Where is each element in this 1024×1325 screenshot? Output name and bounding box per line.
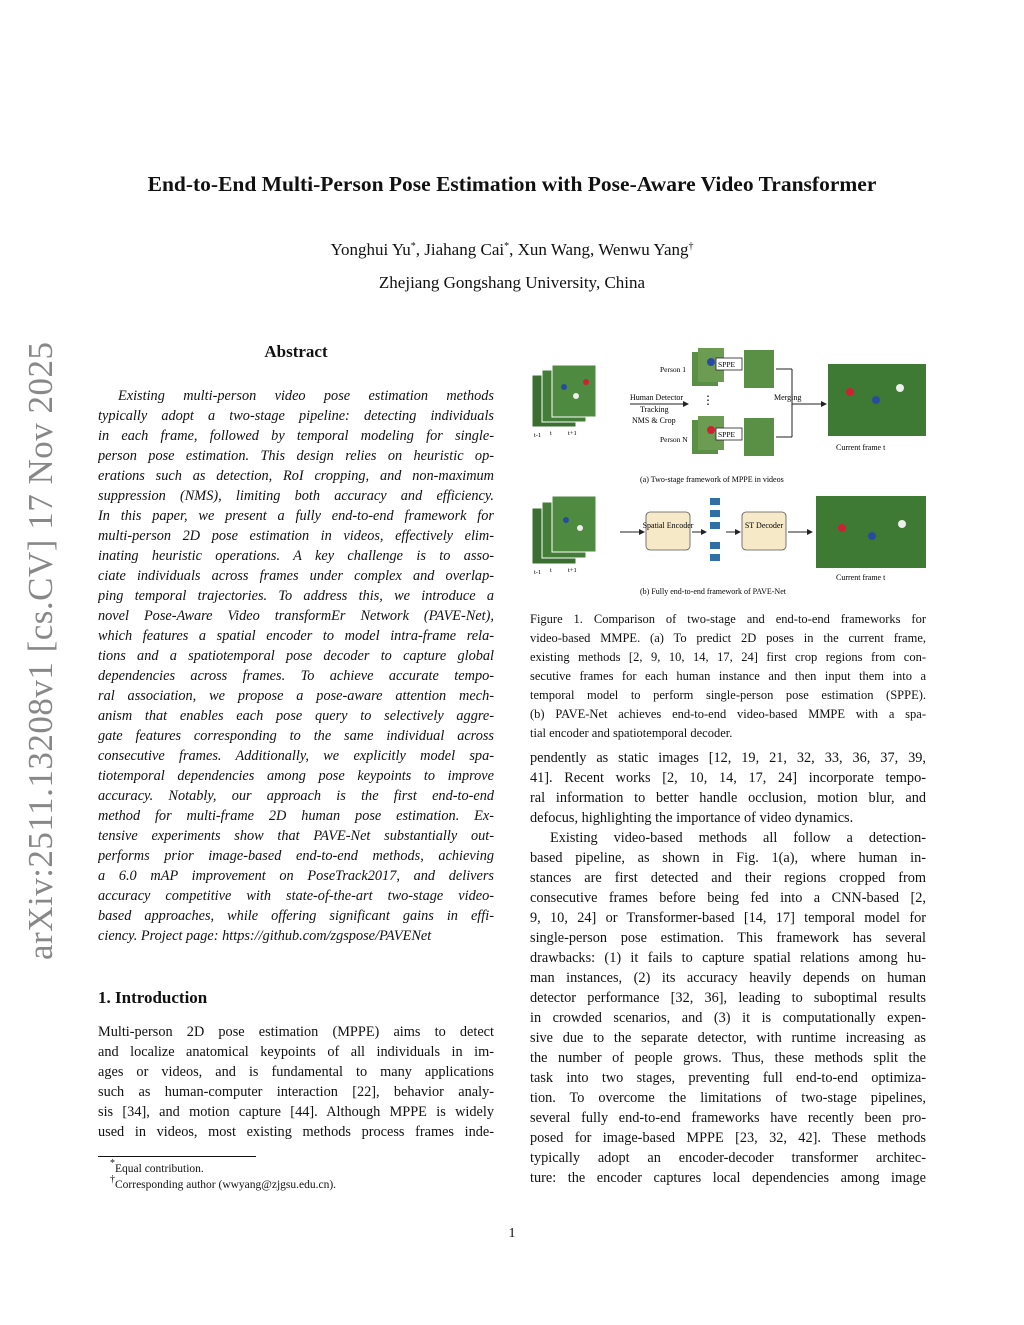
abstract-line: tions and a spatiotemporal pose decoder to capture global — [98, 648, 494, 664]
affiliation: Zhejiang Gongshang University, China — [378, 273, 646, 292]
introduction-body-continued — [530, 748, 926, 1188]
author-name: Yonghui Yu — [330, 240, 411, 259]
caption-line: existing methods [2, 9, 10, 14, 17, 24] first crop regions from con- — [530, 650, 926, 664]
intro-line: consecutive frames before being fed into a CNN-based [2, — [530, 890, 926, 906]
footnotes — [110, 1158, 337, 1193]
intro-line: in crowded scenarios, and (3) it is computationally expen- — [530, 1010, 926, 1026]
equal-contribution-mark: * — [504, 241, 510, 252]
author-separator: , — [415, 240, 425, 259]
abstract-line: novel Pose-Aware Video transformEr Network (PAVE-Net), — [98, 608, 494, 624]
section-heading-introduction: 1. Introduction — [98, 988, 208, 1007]
footnote-text: Equal contribution. — [115, 1163, 204, 1175]
intro-line: defocus, highlighting the importance of video dynamics. — [530, 810, 854, 826]
intro-line: tion. To overcome the limitations of two-stage pipelines, — [530, 1090, 926, 1106]
equal-contribution-mark: * — [410, 241, 416, 252]
abstract-line: erations such as detection, RoI cropping, and non-maximum — [98, 468, 494, 484]
spatial-encoder-label: Spatial Encoder — [642, 521, 694, 530]
footnote-rule — [98, 1156, 256, 1157]
abstract-line: accuracy. Notably, our approach is the first end-to-end — [98, 788, 494, 804]
current-frame-label-b: Current frame t — [836, 573, 886, 582]
abstract-line: accuracy competitive with state-of-the-art two-stage video- — [98, 888, 494, 904]
intro-line: task into two stages, preventing full end-to-end optimiza- — [530, 1070, 926, 1086]
caption-line: temporal model to perform single-person pose estimation (SPPE). — [530, 688, 926, 702]
abstract-line: ping temporal trajectories. To address this, we introduce a — [98, 588, 494, 604]
intro-line: used in videos, most existing methods process frames inde- — [98, 1124, 494, 1140]
spatial-encoder-box — [646, 512, 690, 550]
intro-line: single-person pose estimation. This framework has several — [530, 930, 926, 946]
st-decoder-label: ST Decoder — [744, 521, 784, 530]
intro-line: stances are first detected and their regions cropped from — [530, 870, 926, 886]
sppe-output-1 — [744, 350, 774, 388]
nms-crop-label: NMS & Crop — [632, 416, 676, 425]
author-separator: , — [509, 240, 518, 259]
intro-line: drawbacks: (1) it fails to capture spatial relations among hu- — [530, 950, 926, 966]
abstract-line: performs prior image-based end-to-end methods, achieving — [98, 848, 494, 864]
abstract-line: ciency. Project page: https://github.com/zgspose/PAVENet — [98, 928, 432, 944]
current-frame-output-b — [816, 496, 926, 568]
frame-label-t-1: t-1 — [534, 432, 542, 439]
intro-line: man instances, (2) its accuracy heavily depends on human — [530, 970, 926, 986]
intro-line: ral information to better handle occlusion, motion blur, and — [530, 790, 926, 806]
abstract-line: based approaches, while offering significant gains in effi- — [98, 908, 494, 924]
figure-1-caption — [530, 610, 926, 743]
abstract-line: inating heuristic operations. A key challenge is to asso- — [98, 548, 494, 564]
page-number: 1 — [508, 1226, 516, 1241]
intro-line: ture: the encoder captures local dependencies among image — [530, 1170, 926, 1186]
intro-line: ages or videos, and is fundamental to many applications — [98, 1064, 494, 1080]
abstract-line: anism that enables each pose query to selectively aggre- — [98, 708, 494, 724]
abstract-line: in each frame, followed by temporal modeling for single- — [98, 428, 494, 444]
intro-line: several fully end-to-end frameworks have recently been pro- — [530, 1110, 926, 1126]
caption-line: (b) PAVE-Net achieves end-to-end video-based MMPE with a spa- — [530, 707, 926, 721]
caption-line: secutive frames for each human instance and then input them into a — [530, 669, 926, 683]
intro-line: based pipeline, as shown in Fig. 1(a), where human in- — [530, 850, 926, 866]
intro-line: Existing video-based methods all follow a detection- — [550, 830, 926, 846]
sppe-output-n — [744, 418, 774, 456]
abstract-line: a 6.0 mAP improvement on PoseTrack2017, and delivers — [98, 868, 494, 884]
footnote-equal-contribution — [110, 1158, 336, 1177]
frame-label-t+1-b: t+1 — [568, 567, 577, 574]
arxiv-identifier: arXiv:2511.13208v1 [cs.CV] 17 Nov 2025 — [21, 341, 60, 960]
sppe-label-1: SPPE — [718, 360, 736, 369]
intro-line: typically adopt an encoder-decoder transformer architec- — [530, 1150, 926, 1166]
input-frame-stack-b — [532, 496, 596, 576]
footnote-text: Corresponding author (wwyang@zjgsu.edu.cn). — [115, 1179, 337, 1191]
input-frame-stack-a — [532, 365, 596, 439]
person-n-label: Person N — [660, 435, 688, 444]
sppe-label-n: SPPE — [718, 430, 736, 439]
abstract-line: tiotemporal dependencies among pose keypoints to improve — [98, 768, 494, 784]
abstract-line: gate features corresponding to the same individual across — [98, 728, 494, 744]
frame-label-t-1-b: t-1 — [534, 569, 542, 576]
frame-label-t-b: t — [550, 567, 552, 574]
abstract-line: Existing multi-person video pose estimation methods — [118, 388, 494, 404]
human-detector-label: Human Detector — [630, 393, 684, 402]
intro-line: posed for image-based MPPE [23, 32, 42]. These methods — [530, 1130, 926, 1146]
abstract-line: dependencies across frames. To achieve accurate tempo- — [98, 668, 494, 684]
st-decoder-box — [742, 512, 786, 550]
abstract-line: In this paper, we present a fully end-to-end framework for — [98, 508, 494, 524]
introduction-body — [98, 1022, 494, 1142]
author-name: Jiahang Cai — [424, 240, 505, 259]
intro-line: Multi-person 2D pose estimation (MPPE) aims to detect — [98, 1024, 494, 1040]
author-name: Xun Wang — [517, 240, 591, 259]
footnote-mark: * — [110, 1158, 115, 1169]
person-1-label: Person 1 — [660, 365, 687, 374]
intro-line: the number of people grows. Thus, these methods split the — [530, 1050, 926, 1066]
intro-line: such as human-computer interaction [22], behavior analy- — [98, 1084, 494, 1100]
caption-a: (a) Two-stage framework of MPPE in videos — [640, 475, 784, 484]
author-separator: , — [590, 240, 599, 259]
corresponding-author-mark: † — [688, 241, 694, 252]
frame-label-t+1: t+1 — [568, 430, 577, 437]
abstract-line: typically adopt a two-stage pipeline: detecting individuals — [98, 408, 494, 424]
abstract-body — [98, 386, 494, 946]
author-name: Wenwu Yang — [598, 240, 689, 259]
abstract-heading: Abstract — [264, 342, 328, 361]
abstract-line: method for multi-frame 2D human pose estimation. Ex- — [98, 808, 494, 824]
abstract-line: multi-person 2D pose estimation in videos, effectively elim- — [98, 528, 494, 544]
intro-line: 9, 10, 24] or Transformer-based [14, 17] temporal model for — [530, 910, 926, 926]
abstract-line: ral association, we propose a pose-aware attention mech- — [98, 688, 494, 704]
merging-label: Merging — [774, 393, 802, 402]
abstract-line: which features a spatial encoder to model intra-frame rela- — [98, 628, 494, 644]
abstract-line: tensive experiments show that PAVE-Net substantially out- — [98, 828, 494, 844]
pose-query-tokens — [710, 498, 720, 561]
footnote-mark: † — [110, 1174, 115, 1185]
ellipsis-dots: ⋮ — [702, 393, 714, 407]
paper-title: End-to-End Multi-Person Pose Estimation with Pose-Aware Video Transformer — [147, 172, 877, 196]
abstract-line: person pose estimation. This design relies on heuristic op- — [98, 448, 494, 464]
caption-line: tial encoder and spatiotemporal decoder. — [530, 726, 733, 740]
current-frame-label-a: Current frame t — [836, 443, 886, 452]
caption-line: Figure 1. Comparison of two-stage and end-to-end frameworks for — [530, 612, 926, 626]
intro-line: and localize anatomical keypoints of all individuals in im- — [98, 1044, 494, 1060]
intro-line: 41]. Recent works [2, 10, 14, 17, 24] incorporate tempo- — [530, 770, 926, 786]
intro-line: sis [34], and motion capture [44]. Although MPPE is widely — [98, 1104, 494, 1120]
caption-line: video-based MMPE. (a) To predict 2D poses in the current frame, — [530, 631, 926, 645]
intro-line: pendently as static images [12, 19, 21, 32, 33, 36, 37, 39, — [530, 750, 926, 766]
figure-1-diagram — [530, 342, 930, 600]
abstract-line: suppression (NMS), limiting both accuracy and efficiency. — [98, 488, 494, 504]
tracking-label: Tracking — [640, 405, 669, 414]
abstract-line: consecutive frames. Additionally, we explicitly model spa- — [98, 748, 494, 764]
intro-line: sive due to the separate detector, with runtime increasing as — [530, 1030, 926, 1046]
footnote-corresponding-author — [110, 1174, 337, 1193]
abstract-line: ciate individuals across frames under complex and overlap- — [98, 568, 494, 584]
author-list — [60, 240, 964, 260]
frame-label-t: t — [550, 430, 552, 437]
intro-line: detector performance [32, 36], leading to suboptimal results — [530, 990, 926, 1006]
caption-b: (b) Fully end-to-end framework of PAVE-Net — [640, 587, 786, 596]
